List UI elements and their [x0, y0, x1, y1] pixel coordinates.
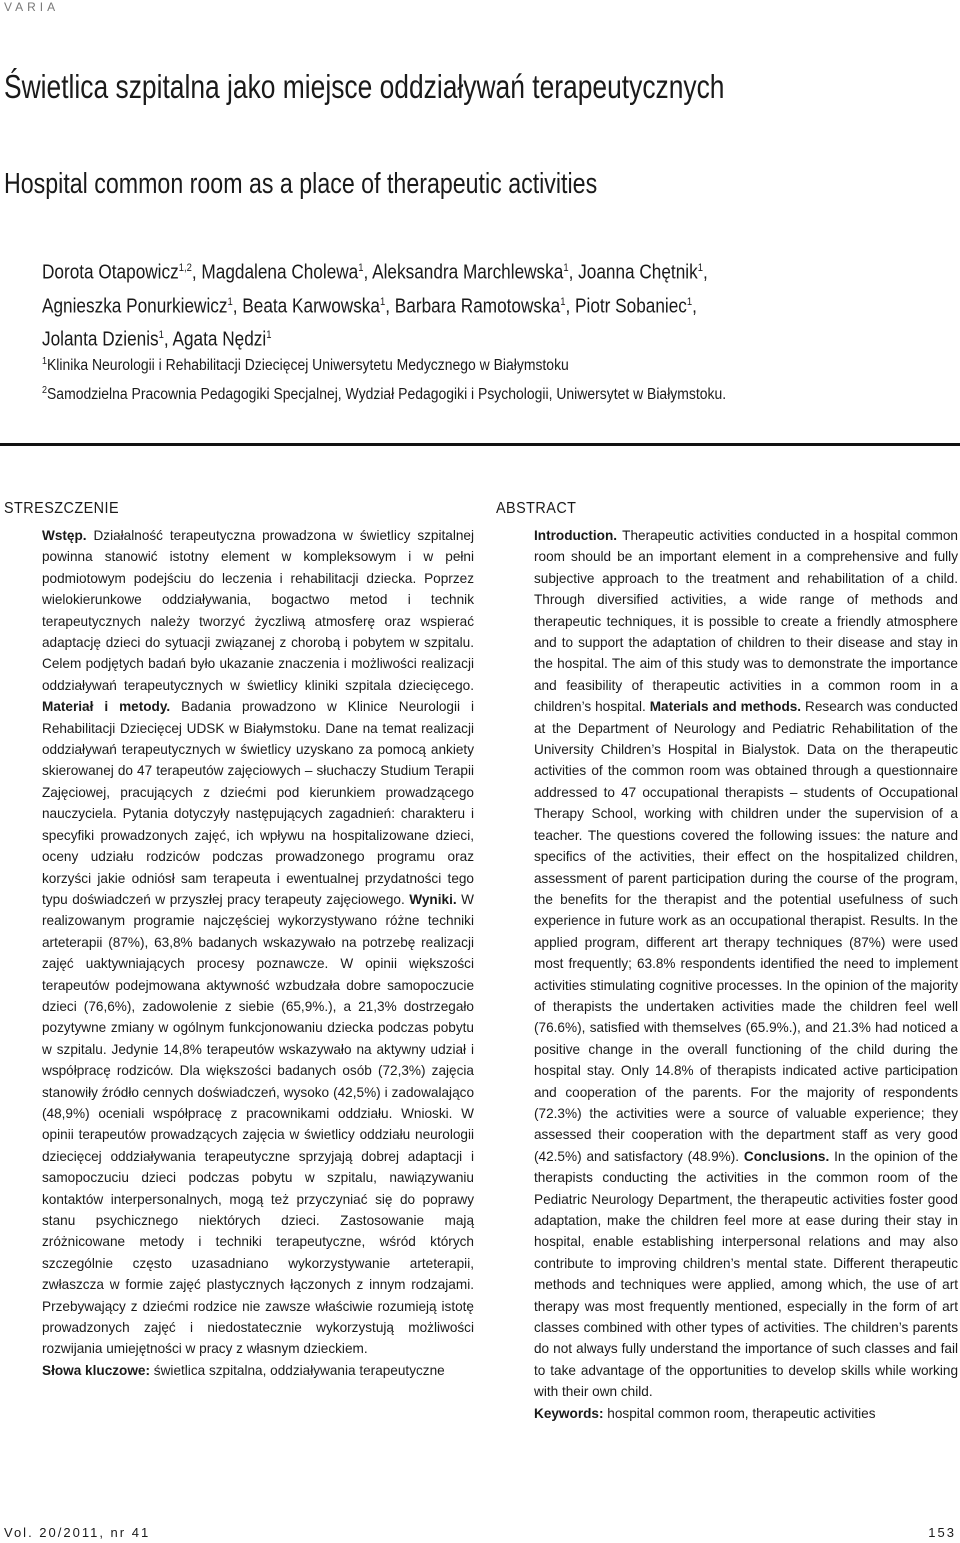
section-text-intro: Therapeutic activities conducted in a hospital common room should be an important element in a comprehensive and fully subjective approach to the treatment and rehabilitation of a child. Through diversified activities, a wide range of methods and therapeutic techniques, it is possible to create a friendly atmosphere and to support the adaptation of children to their disease and stay in the hospital. The aim of this study was to demonstrate the importance and feasibility of therapeutic activities in a common room in a children’s hospital.	[534, 528, 958, 715]
abstract-polish-body	[42, 525, 474, 1360]
title-polish: Świetlica szpitalna jako miejsce oddziaływań terapeutycznych	[4, 68, 725, 105]
section-text-methods: Research was conducted at the Department of Neurology and Pediatric Rehabilitation of the University Children’s Hospital in Bialystok. Data on the therapeutic activities of the common room was obtained through a questionnaire addressed to 47 occupational therapists – students of Occupational Therapy School, working with children under the supervision of a teacher. The questions covered the following issues: the nature and specifics of the activities, their effect on the hospitalized children, assessment of parent participation during the course of the program, the benefits for the therapist and the potential usefulness of such experience in future work as an occupational therapist. Results. In the applied program, different art therapy techniques (87%) were used most frequently; 63.8% respondents identified the need to implement activities stimulating cognitive processes. In the opinion of the majority of therapists the undertaken activities made the children feel well (76.6%), satisfied with themselves (65.9%.), and 21.3% had noticed a positive change in the overall functioning of the child during the hospital stay. Only 14.8% of therapists indicated active participation and cooperation of the parents. For the majority of respondents (72.3%) the activities were a source of valuable experience; they assessed their cooperation with the department staff as very good (42.5%) and satisfactory (48.9%).	[534, 699, 958, 1164]
affiliation-number: 2	[42, 385, 48, 397]
author-affiliation-mark: 1	[560, 295, 566, 308]
author-separator: ,	[363, 261, 373, 284]
section-label-intro: Wstęp.	[42, 528, 87, 543]
author-name: Agata Nędzi	[172, 328, 267, 351]
section-label-methods: Materiał i metody.	[42, 699, 171, 715]
footer-volume: Vol. 20/2011, nr 41	[4, 1525, 151, 1540]
author-separator: ,	[692, 295, 697, 318]
author-name: Beata Karwowska	[242, 295, 380, 318]
author-separator: ,	[385, 295, 395, 318]
author-name: Joanna Chętnik	[578, 261, 698, 284]
author-line	[42, 254, 708, 288]
author-affiliation-mark: 1	[686, 295, 693, 308]
author-name: Agnieszka Ponurkiewicz	[42, 295, 228, 318]
section-label-methods: Materials and methods.	[649, 699, 802, 715]
author-list	[42, 254, 708, 355]
affiliation-list	[42, 349, 726, 407]
section-label: VARIA	[4, 0, 60, 14]
section-text-results: W realizowanym programie najczęściej wykorzystywano różne techniki arteterapii (87%), 63,8% badanych wskazywało na potrzebę realizacji zajęć uaktywniających procesy poznawcze. W opinii większości terapeutów podejmowana aktywność wzbudzała dobre samopoczucie dzieci (76,6%), zadowolenie z siebie (65,9%.), a 21,3% dostrzegało pozytywne zmiany w ogólnym funkcjonowaniu dziecka podczas pobytu w szpitalu. Jedynie 14,8% terapeutów wskazywało na aktywny udział i współpracę rodziców. Dla większości badanych osób (72,3%) zajęcia stanowiły źródło cennych doświadczeń, wysoko (42,5%) i zadowalająco (48,9%) oceniali współpracę z pracownikami oddziału. Wnioski. W opinii terapeutów prowadzących zajęcia w świetlicy oddziału neurologii dziecięcej oddziaływania terapeutyczne sprzyjają dobrej adaptacji i samopoczuciu dzieci podczas pobytu w szpitalu, nawiązywaniu kontaktów interpersonalnych, mogą też przyczyniać się do poprawy stanu psychicznego niektórych dzieci. Zastosowanie mają zróżnicowane metody i techniki terapeutyczne, wśród których szczególnie często uzasadniano wykorzystywanie arteterapii, zwłaszcza w formie zajęć plastycznych łączonych z innym rodzajami. Przebywający z dziećmi rodzice nie zawsze właściwie rozumieją istotę prowadzonych zajęć i niedostatecznie wykorzystują możliwości rozwijania umiejętności w pracy z własnym dzieckiem.	[42, 891, 474, 1357]
section-label-results: Wyniki.	[409, 891, 457, 907]
keywords-english	[534, 1403, 958, 1424]
author-affiliation-mark: 1	[158, 329, 164, 342]
author-affiliation-mark: 1	[563, 262, 569, 274]
keywords-label: Słowa kluczowe:	[42, 1362, 151, 1378]
author-separator: ,	[163, 328, 173, 351]
abstract-heading-english: ABSTRACT	[496, 500, 577, 517]
author-separator: ,	[568, 261, 579, 284]
keywords-label: Keywords:	[534, 1405, 604, 1421]
author-separator: ,	[565, 295, 576, 318]
author-separator: ,	[232, 295, 243, 318]
author-separator: ,	[191, 261, 202, 284]
abstract-heading-polish: STRESZCZENIE	[4, 500, 120, 517]
author-affiliation-mark: 1	[379, 295, 386, 308]
section-text-intro: Działalność terapeutyczna prowadzona w świetlicy szpitalnej powinna stanowić istotny element w kompleksowym i w pełni podmiotowym podejściu do leczenia i rehabilitacji dziecka. Poprzez wielokierunkowe oddziaływania, bogactwo metod i technik terapeutycznych należy tworzyć życzliwą atmosferę oraz wspierać adaptację dzieci do sytuacji związanej z chorobą i pobytem w szpitalu. Celem podjętych badań było ukazanie znaczenia i możliwości realizacji oddziaływań terapeutycznych w świetlicy kliniki szpitala dziecięcego.	[42, 528, 474, 693]
author-name: Barbara Ramotowska	[394, 295, 561, 318]
author-affiliation-mark: 1	[266, 329, 272, 342]
author-affiliation-mark: 1	[227, 295, 233, 308]
footer-page-number: 153	[928, 1525, 956, 1540]
affiliation-text: Klinika Neurologii i Rehabilitacji Dziecięcej Uniwersytetu Medycznego w Białymstoku	[47, 357, 569, 375]
abstract-english-body	[534, 525, 958, 1403]
author-name: Piotr Sobaniec	[575, 295, 687, 318]
section-text-conclusions: In the opinion of the therapists conducting the activities in the common room of the Pediatric Neurology Department, the therapeutic activities foster good adaptation, make the children feel more at ease during their stay in hospital, enable establishing interpersonal relations and may also contribute to improving children’s mental state. Different therapeutic methods and techniques were applied, among which, the use of art therapy was most frequently mentioned, especially in the form of art classes combined with other types of activities. The children’s parents do not always fully understand the importance of such classes and fail to take advantage of the opportunities to develop skills while working with their own child.	[534, 1148, 958, 1400]
author-affiliation-mark: 1	[358, 262, 364, 274]
author-line	[42, 288, 708, 322]
author-name: Aleksandra Marchlewska	[372, 261, 564, 284]
header-divider	[0, 443, 960, 446]
author-name: Jolanta Dzienis	[42, 328, 159, 351]
affiliation	[42, 349, 726, 378]
keywords-text: świetlica szpitalna, oddziaływania terapeutyczne	[150, 1362, 445, 1378]
author-separator: ,	[702, 261, 708, 284]
abstract-polish	[42, 525, 474, 1381]
section-label-intro: Introduction.	[534, 528, 618, 543]
author-affiliation-mark: 1	[697, 262, 703, 274]
author-name: Dorota Otapowicz	[42, 261, 179, 284]
affiliation-text: Samodzielna Pracownia Pedagogiki Specjalnej, Wydział Pedagogiki i Psychologii, Uniwersytet w Białymstoku.	[47, 386, 727, 404]
section-label-conclusions: Conclusions.	[743, 1148, 830, 1164]
abstract-english	[534, 525, 958, 1424]
affiliation-number: 1	[42, 356, 48, 367]
keywords-text: hospital common room, therapeutic activities	[603, 1405, 876, 1421]
title-english: Hospital common room as a place of therapeutic activities	[4, 168, 598, 200]
affiliation	[42, 378, 726, 407]
author-affiliation-mark: 1,2	[178, 262, 192, 274]
keywords-polish	[42, 1360, 474, 1381]
author-name: Magdalena Cholewa	[201, 261, 359, 284]
section-text-methods: Badania prowadzono w Klinice Neurologii i Rehabilitacji Dziecięcej UDSK w Białymstoku. Dane na temat realizacji oddziaływań terapeutycznych w świetlicy uzyskano za pomocą ankiety skierowanej do 47 terapeutów zajęciowych – słuchaczy Studium Terapii Zajęciowej, pracujących z dziećmi pod kierunkiem prowadzącego nauczyciela. Pytania dotyczyły następujących zagadnień: charakteru i specyfiki prowadzonych zajęć, ich wpływu na hospitalizowane dzieci, oceny udziału rodziców podczas prowadzonego programu oraz korzyści jakie odniósł sam terapeuta i ewentualnej przydatności tego typu doświadczeń w przyszłej pracy terapeuty zajęciowego.	[42, 699, 474, 907]
